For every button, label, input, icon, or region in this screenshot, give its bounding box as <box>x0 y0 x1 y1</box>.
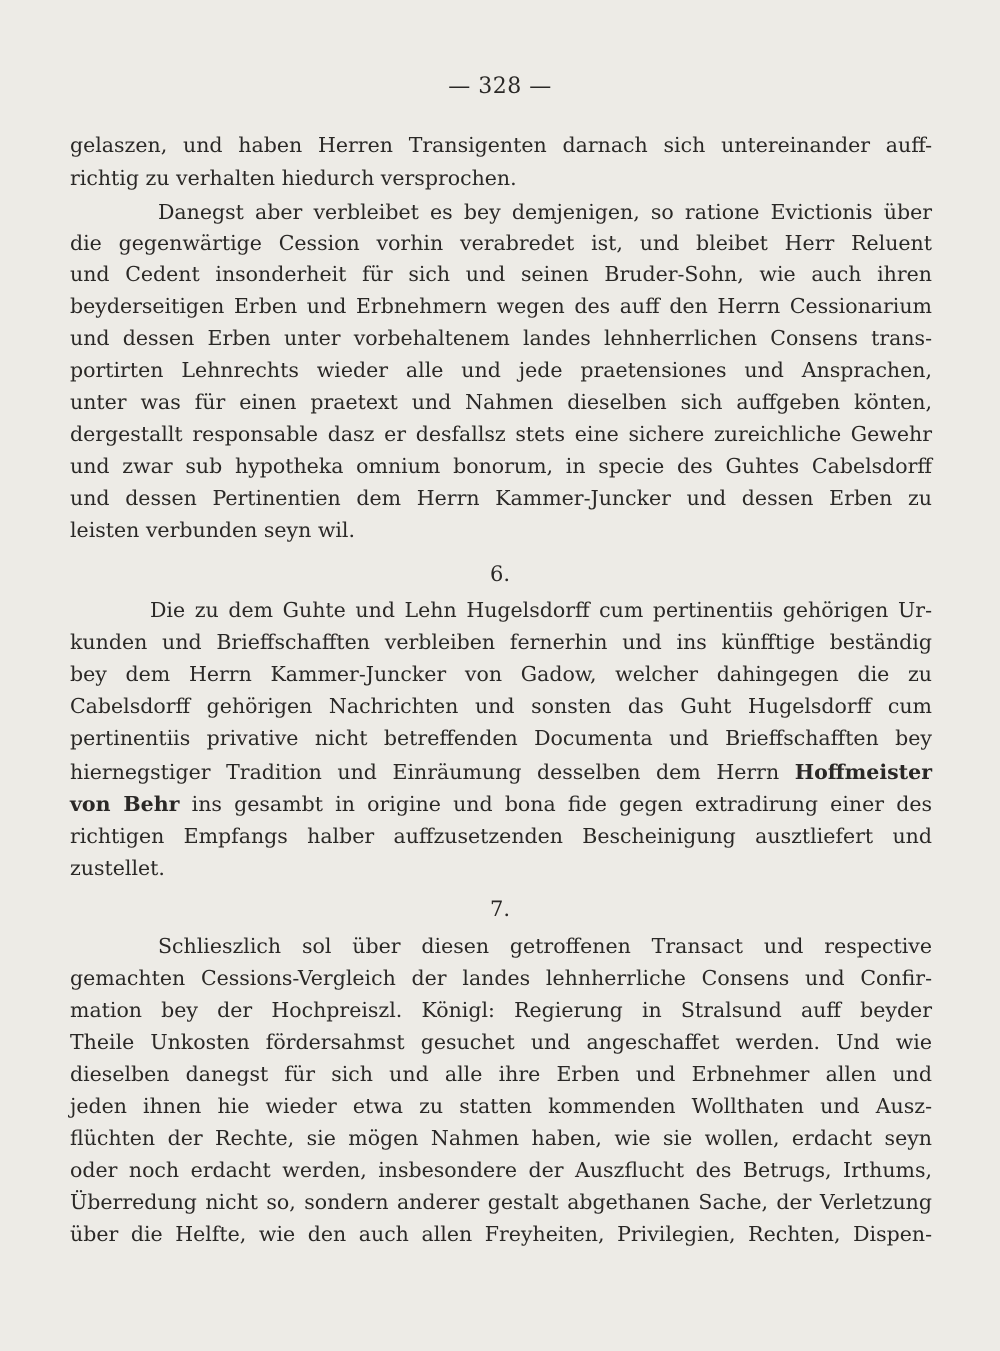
text-line: Danegst aber verbleibet es bey demjenigen, so ratione Evictionis über <box>158 200 932 224</box>
text-line: die gegenwärtige Cession vorhin verabredet ist, und bleibet Herr Reluent <box>70 231 932 255</box>
text-line: dergestallt responsable dasz er desfallsz stets eine sichere zureichliche Gewehr <box>70 422 932 446</box>
section-number-6: 6. <box>489 562 511 586</box>
text-line: bey dem Herrn Kammer-Juncker von Gadow, welcher dahingegen die zu <box>70 662 932 686</box>
text-line: oder noch erdacht werden, insbesondere der Auszflucht des Betrugs, Irthums, <box>70 1158 932 1182</box>
text-line: gelaszen, und haben Herren Transigenten darnach sich untereinander auff- <box>70 133 932 157</box>
text-line-with-name <box>70 788 932 820</box>
text-line: dieselben danegst für sich und alle ihre Erben und Erbnehmer allen und <box>70 1062 932 1086</box>
text-line: gemachten Cessions-Vergleich der landes lehnherrliche Consens und Confir- <box>70 966 932 990</box>
text-line: und dessen Erben unter vorbehaltenem landes lehnherrlichen Consens trans- <box>70 326 932 350</box>
section-number-7: 7. <box>489 897 511 921</box>
text-line: zustellet. <box>70 856 165 880</box>
text-line: Überredung nicht so, sondern anderer gestalt abgethanen Sache, der Verletzung <box>70 1190 932 1214</box>
text-line: beyderseitigen Erben und Erbnehmern wegen des auff den Herrn Cessionarium <box>70 294 932 318</box>
bold-name: von Behr <box>70 792 180 816</box>
text-line: Cabelsdorff gehörigen Nachrichten und sonsten das Guht Hugelsdorff cum <box>70 694 932 718</box>
text-line: mation bey der Hochpreiszl. Königl: Regierung in Stralsund auff beyder <box>70 998 932 1022</box>
text-line: über die Helfte, wie den auch allen Freyheiten, Privilegien, Rechten, Dispen- <box>70 1222 932 1246</box>
page-number: — 328 — <box>448 74 552 99</box>
text-line: kunden und Brieffschafften verbleiben fernerhin und ins künfftige beständig <box>70 630 932 654</box>
text-line: leisten verbunden seyn wil. <box>70 518 355 542</box>
text-line: Theile Unkosten fördersahmst gesuchet und angeschaffet werden. Und wie <box>70 1030 932 1054</box>
text-segment: ins gesambt in origine und bona fide gegen extradirung einer des <box>191 792 932 816</box>
text-line: richtigen Empfangs halber auffzusetzenden Bescheinigung ausztliefert und <box>70 824 932 848</box>
text-line: Die zu dem Guhte und Lehn Hugelsdorff cum pertinentiis gehörigen Ur- <box>150 598 932 622</box>
bold-name: Hoffmeister <box>794 760 932 784</box>
text-line: pertinentiis privative nicht betreffenden Documenta und Brieffschafften bey <box>70 726 932 750</box>
text-line: unter was für einen praetext und Nahmen dieselben sich auffgeben könten, <box>70 390 932 414</box>
text-line-with-name <box>70 756 932 788</box>
text-line: portirten Lehnrechts wieder alle und jede praetensiones und Ansprachen, <box>70 358 932 382</box>
text-segment: hiernegstiger Tradition und Einräumung desselben dem Herrn <box>70 760 780 784</box>
text-line: und Cedent insonderheit für sich und seinen Bruder-Sohn, wie auch ihren <box>70 262 932 286</box>
text-line: flüchten der Rechte, sie mögen Nahmen haben, wie sie wollen, erdacht seyn <box>70 1126 932 1150</box>
text-line: und dessen Pertinentien dem Herrn Kammer-Juncker und dessen Erben zu <box>70 486 932 510</box>
text-line: jeden ihnen hie wieder etwa zu statten kommenden Wollthaten und Ausz- <box>70 1094 932 1118</box>
text-line: und zwar sub hypotheka omnium bonorum, in specie des Guhtes Cabelsdorff <box>70 454 932 478</box>
text-line: richtig zu verhalten hiedurch versprochen. <box>70 166 517 190</box>
text-line: Schlieszlich sol über diesen getroffenen Transact und respective <box>158 934 932 958</box>
